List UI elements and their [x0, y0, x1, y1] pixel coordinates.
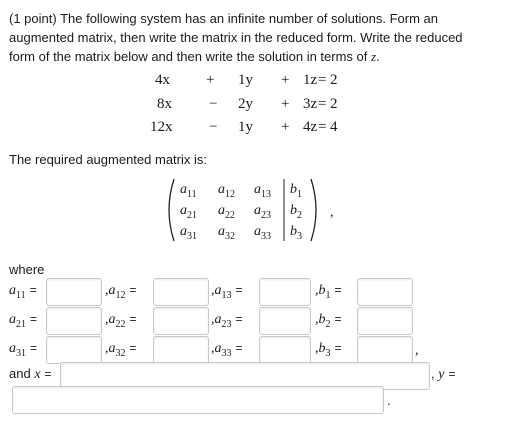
label-a33: $,a_{33}$ =: [211, 341, 243, 359]
matrix-trailing-comma: ,: [330, 205, 334, 220]
label-a23: $,a_{23}$ =: [211, 312, 243, 330]
intro-line-1: (1 point) The following system has an infinite number of solutions. Form an: [9, 11, 438, 26]
input-y[interactable]: [12, 386, 384, 414]
label-a32: $,a_{32}$ =: [105, 341, 137, 359]
matrix-cell-a11: $a_{11}$: [180, 182, 197, 200]
y-label: , y =: [431, 366, 456, 382]
matrix-cell-b1: $b_1$: [290, 182, 302, 200]
input-a33[interactable]: [259, 336, 311, 364]
label-b2: $,b_2$ =: [315, 312, 342, 330]
label-a31: $a_{31}$ =: [9, 341, 38, 359]
final-period: .: [387, 393, 391, 408]
and-x-label: and x =: [9, 366, 52, 382]
input-a13[interactable]: [259, 278, 311, 306]
equation-system: 4x + 1y + 1z = 2 8x − 2y + 3z = 2 12x − 1y + 4z = 4: [150, 72, 338, 135]
required-matrix-label: The required augmented matrix is:: [9, 152, 207, 167]
input-b1[interactable]: [357, 278, 413, 306]
input-b3[interactable]: [357, 336, 413, 364]
input-a23[interactable]: [259, 307, 311, 335]
matrix-cell-b2: $b_2$: [290, 203, 302, 221]
matrix-cell-b3: $b_3$: [290, 224, 302, 242]
matrix-cell-a32: $a_{32}$: [218, 224, 235, 242]
input-a22[interactable]: [153, 307, 209, 335]
matrix-cell-a22: $a_{22}$: [218, 203, 235, 221]
label-a22: $,a_{22}$ =: [105, 312, 137, 330]
label-a13: $,a_{13}$ =: [211, 283, 243, 301]
row3-trailing-comma: ,: [415, 343, 419, 358]
intro-line-2: augmented matrix, then write the matrix in the reduced form. Write the reduced: [9, 30, 463, 45]
matrix-cell-a33: $a_{33}$: [254, 224, 271, 242]
where-label: where: [9, 262, 45, 277]
input-b2[interactable]: [357, 307, 413, 335]
input-a12[interactable]: [153, 278, 209, 306]
input-a31[interactable]: [46, 336, 102, 364]
label-b1: $,b_1$ =: [315, 283, 342, 301]
input-a21[interactable]: [46, 307, 102, 335]
matrix-cell-a31: $a_{31}$: [180, 224, 197, 242]
input-a11[interactable]: [46, 278, 102, 306]
input-a32[interactable]: [153, 336, 209, 364]
matrix-cell-a12: $a_{12}$: [218, 182, 235, 200]
label-a12: $,a_{12}$ =: [105, 283, 137, 301]
matrix-cell-a23: $a_{23}$: [254, 203, 271, 221]
label-b3: $,b_3$ =: [315, 341, 342, 359]
augmented-matrix: [160, 175, 325, 245]
matrix-cell-a21: $a_{21}$: [180, 203, 197, 221]
label-a21: $a_{21}$ =: [9, 312, 38, 330]
intro-line-3: form of the matrix below and then write the solution in terms of z.: [9, 49, 380, 64]
label-a11: $a_{11}$ =: [9, 283, 37, 301]
matrix-cell-a13: $a_{13}$: [254, 182, 271, 200]
